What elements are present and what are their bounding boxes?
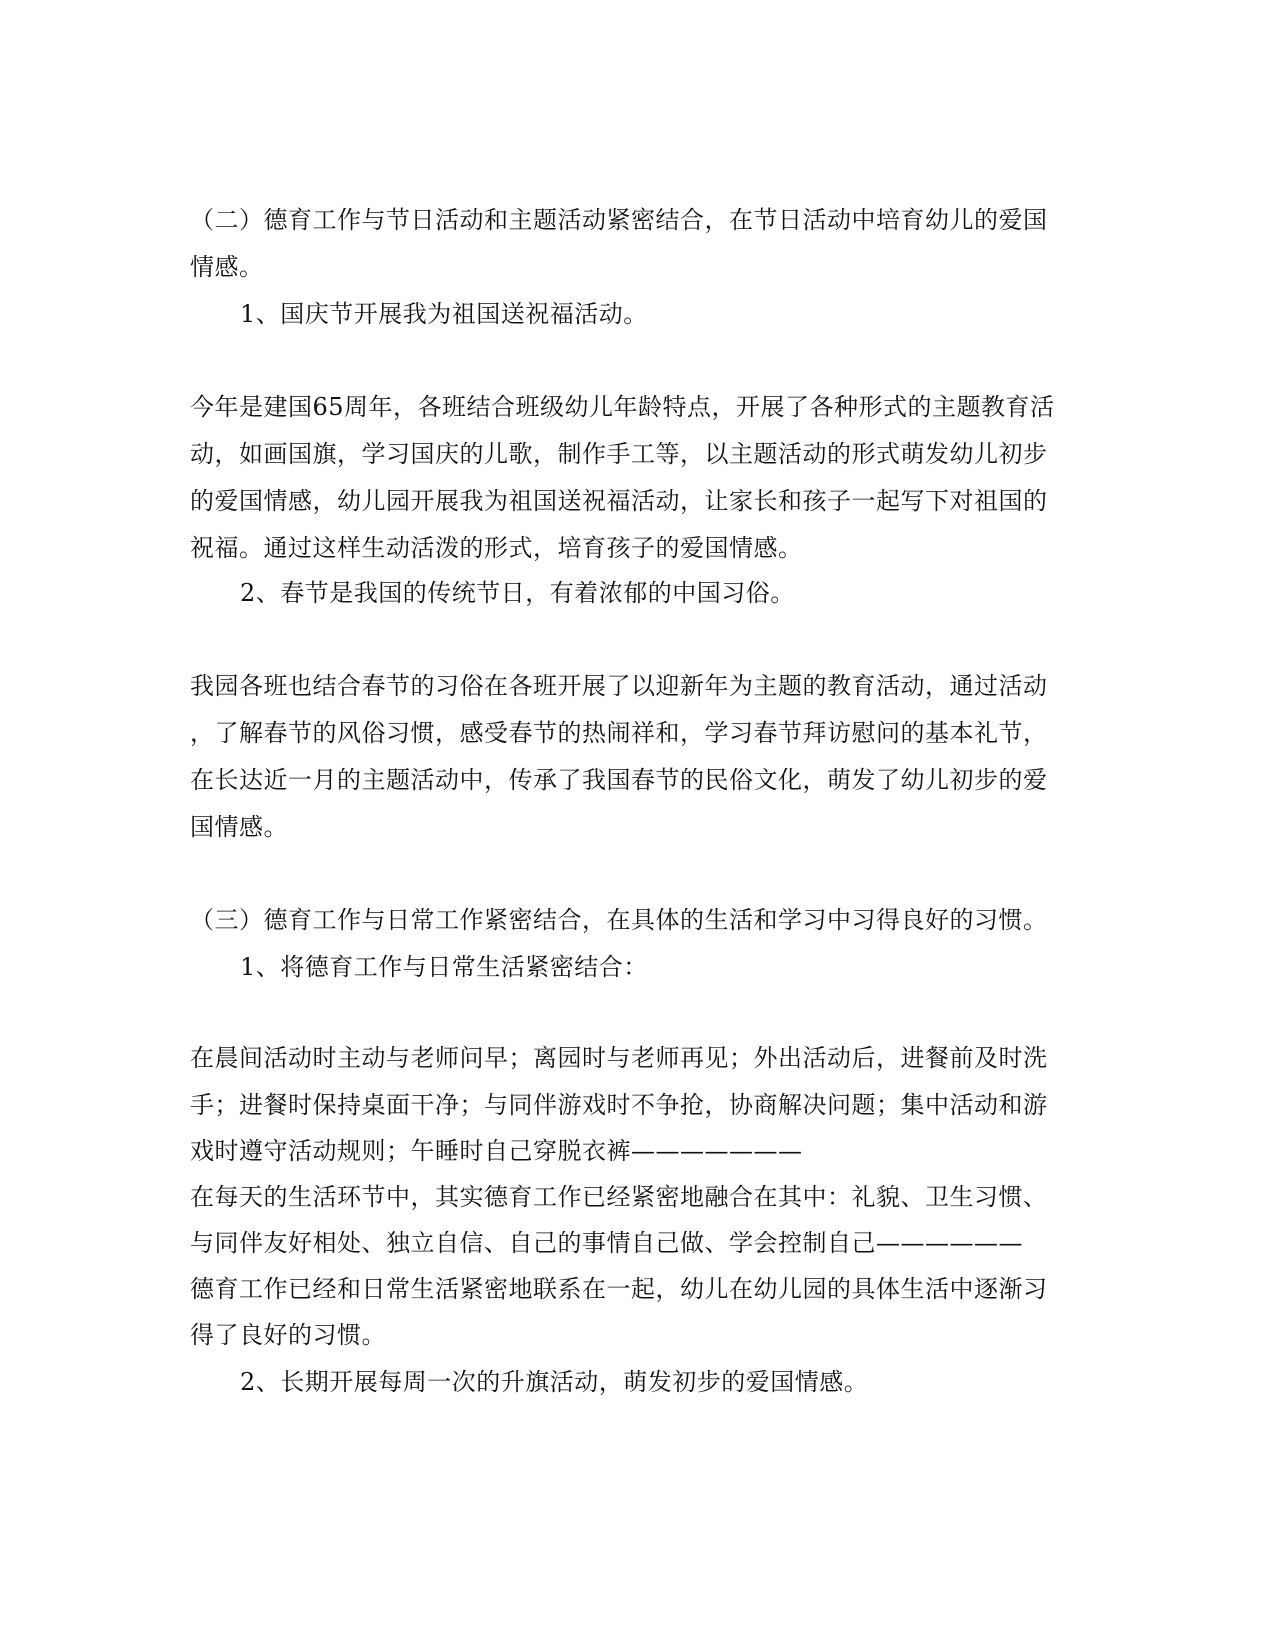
paragraph-line: 动，如画国旗，学习国庆的儿歌，制作手工等，以主题活动的形式萌发幼儿初步	[190, 440, 1048, 468]
section-heading-3: （三）德育工作与日常工作紧密结合，在具体的生活和学习中习得良好的习惯。	[190, 906, 1048, 934]
paragraph-line: 祝福。通过这样生动活泼的形式，培育孩子的爱国情感。	[190, 534, 803, 562]
paragraph-line: 与同伴友好相处、独立自信、自己的事情自己做、学会控制自己——————	[190, 1229, 1023, 1257]
paragraph-line: 戏时遵守活动规则；午睡时自己穿脱衣裤———————	[190, 1137, 803, 1165]
paragraph-line: 得了良好的习惯。	[190, 1321, 386, 1349]
paragraph-line: 国情感。	[190, 813, 288, 841]
paragraph-line: 在晨间活动时主动与老师问早；离园时与老师再见；外出活动后，进餐前及时洗	[190, 1044, 1048, 1072]
paragraph-line: ，了解春节的风俗习惯，感受春节的热闹祥和，学习春节拜访慰问的基本礼节，	[190, 719, 1048, 747]
paragraph-line: 德育工作已经和日常生活紧密地联系在一起，幼儿在幼儿园的具体生活中逐渐习	[190, 1275, 1048, 1303]
list-item-heading: 2、春节是我国的传统节日，有着浓郁的中国习俗。	[240, 579, 795, 607]
paragraph-line: 手；进餐时保持桌面干净；与同伴游戏时不争抢，协商解决问题；集中活动和游	[190, 1091, 1048, 1119]
paragraph-line: 在每天的生活环节中，其实德育工作已经紧密地融合在其中：礼貌、卫生习惯、	[190, 1183, 1048, 1211]
paragraph-line: 今年是建国65周年，各班结合班级幼儿年龄特点，开展了各种形式的主题教育活	[190, 393, 1055, 421]
list-item-heading: 2、长期开展每周一次的升旗活动，萌发初步的爱国情感。	[240, 1368, 869, 1396]
list-item-heading: 1、国庆节开展我为祖国送祝福活动。	[240, 300, 648, 328]
paragraph-line: 我园各班也结合春节的习俗在各班开展了以迎新年为主题的教育活动，通过活动	[190, 672, 1048, 700]
section-heading-2: （二）德育工作与节日活动和主题活动紧密结合，在节日活动中培育幼儿的爱国	[190, 206, 1048, 234]
paragraph-line: 在长达近一月的主题活动中，传承了我国春节的民俗文化，萌发了幼儿初步的爱	[190, 766, 1048, 794]
paragraph-line: 的爱国情感，幼儿园开展我为祖国送祝福活动，让家长和孩子一起写下对祖国的	[190, 487, 1048, 515]
list-item-heading: 1、将德育工作与日常生活紧密结合：	[240, 953, 648, 981]
paragraph-line: 情感。	[190, 253, 264, 281]
